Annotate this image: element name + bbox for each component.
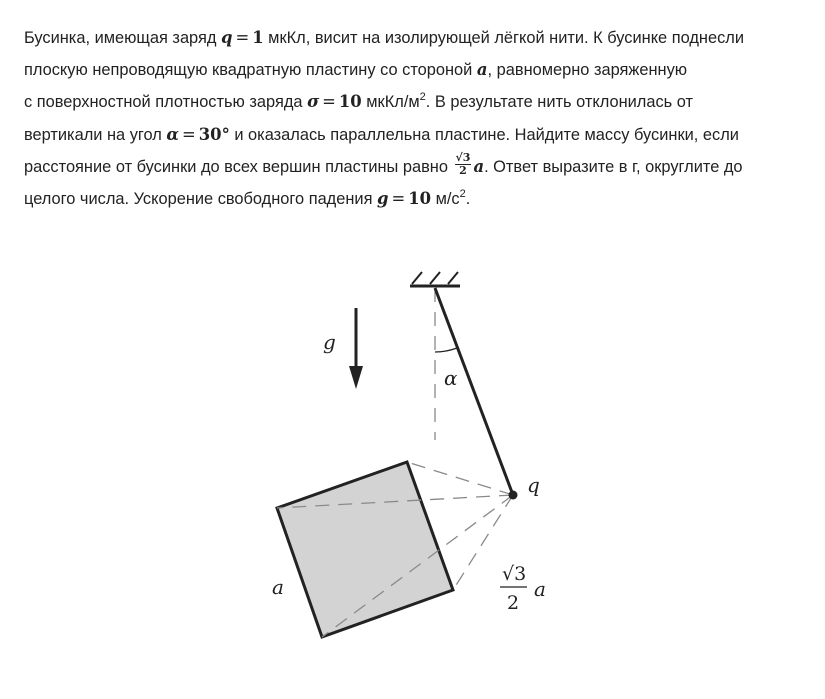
text-segment: и оказалась параллельна пластине. Найдите массу бусинки, если (234, 125, 739, 144)
math-a: a (476, 60, 488, 80)
math-a: a (473, 156, 485, 176)
gravity-arrow-head (349, 366, 363, 389)
math-q: q (221, 28, 233, 47)
superscript: 2 (419, 91, 426, 104)
angle-arc (435, 348, 457, 352)
math-q-value: 1 (252, 28, 264, 47)
text-segment: . (465, 190, 471, 209)
text-segment: м/с (435, 190, 460, 209)
fraction-denominator: 2 (459, 163, 467, 177)
fraction-numerator: √3 (455, 150, 471, 164)
math-alpha-value: 30° (198, 124, 230, 144)
text-segment: , равномерно заряженную (487, 61, 688, 80)
math-g: g (377, 189, 389, 209)
text-segment: с поверхностной плотностью заряда (24, 93, 303, 112)
superscript: 2 (459, 188, 466, 201)
dashed-line (407, 462, 513, 495)
bead (509, 491, 518, 500)
side-a-label: a (272, 575, 284, 599)
text-segment: . Ответ выразите в г, округлите до (484, 157, 743, 176)
distance-label (500, 563, 546, 614)
text-segment: Бусинка, имеющая заряд (24, 29, 217, 47)
math-sigma: σ (307, 92, 320, 112)
math-sigma-value: 10 (338, 92, 362, 112)
math-equals: = (322, 92, 336, 112)
text-segment: . В результате нить отклонилась от (425, 93, 694, 112)
text-segment: вертикали на угол (24, 125, 162, 144)
math-alpha: α (166, 124, 180, 144)
q-label: q (527, 473, 540, 497)
g-label: g (323, 330, 336, 354)
text-segment: плоскую непроводящую квадратную пластину со стороной (24, 61, 473, 80)
text-segment: расстояние от бусинки до всех вершин пластины равно (24, 157, 448, 176)
distance-variable: a (534, 577, 546, 601)
math-g-value: 10 (408, 189, 432, 209)
distance-denominator: 2 (507, 592, 520, 614)
math-equals: = (235, 28, 250, 47)
math-equals: = (182, 124, 196, 144)
ceiling-hatch (412, 272, 422, 284)
gravity-arrow (349, 308, 363, 389)
distance-numerator: √3 (502, 563, 527, 585)
square-plate (277, 462, 453, 637)
text-segment: мкКл, висит на изолирующей лёгкой нити. К бусинке поднесли (268, 29, 744, 47)
ceiling-hatch (448, 272, 458, 284)
alpha-label: α (444, 366, 458, 390)
math-equals: = (391, 189, 406, 209)
thread (435, 288, 513, 495)
ceiling-support (410, 272, 460, 286)
ceiling-hatch (430, 272, 440, 284)
text-segment: целого числа. Ускорение свободного падения (24, 190, 373, 209)
text-segment: мкКл/м (366, 93, 420, 112)
